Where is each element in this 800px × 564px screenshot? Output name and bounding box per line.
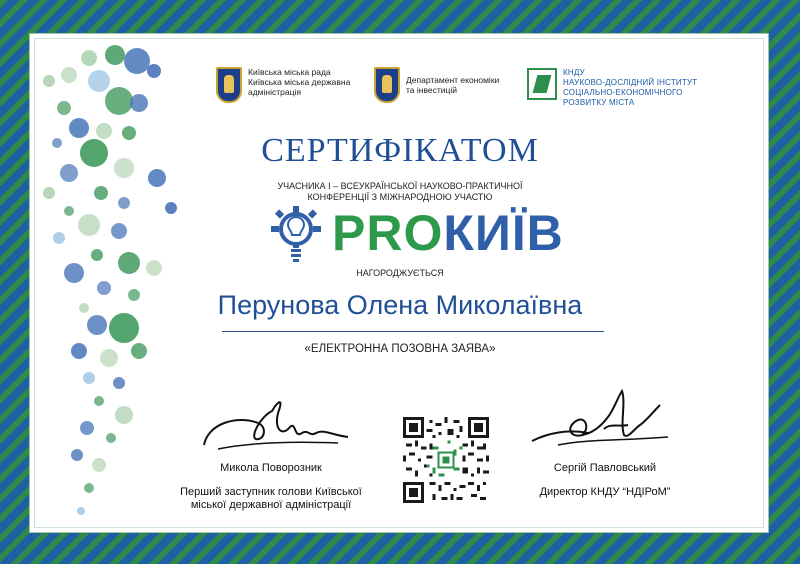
decorative-bubbles (29, 33, 189, 533)
right-signer-name: Сергій Павловський (553, 462, 657, 474)
city-council-logo (216, 67, 350, 103)
qr-code[interactable] (403, 417, 489, 503)
kndu-logo-icon (527, 68, 557, 100)
city-council-line3: адміністрація (248, 87, 301, 97)
brand-pro-text: PRO (332, 205, 444, 261)
right-signature (528, 389, 678, 461)
city-council-line2: Київська міська державна (248, 77, 351, 87)
kyiv-crest-icon (374, 67, 400, 103)
awarded-label: НАГОРОДЖУЄТЬСЯ (356, 268, 444, 278)
subtitle-line1: УЧАСНИКА І – ВСЕУКРАЇНСЬКОЇ НАУКОВО-ПРАКТИЧНОЇ (277, 181, 523, 191)
subtitle-line2: КОНФЕРЕНЦІЇ З МІЖНАРОДНОЮ УЧАСТЮ (307, 192, 493, 202)
department-line2: та інвестицій (406, 85, 458, 95)
work-title: «ЕЛЕКТРОННА ПОЗОВНА ЗАЯВА» (304, 343, 496, 355)
prokyiv-brand (268, 203, 564, 263)
kndu-line2: НАУКОВО-ДОСЛІДНИЙ ІНСТИТУТ (563, 78, 698, 87)
kndu-line1: КНДУ (563, 68, 585, 77)
left-signer-name: Микола Поворозник (220, 462, 322, 474)
department-line1: Департамент економіки (406, 75, 500, 85)
city-council-line1: Київська міська рада (248, 67, 331, 77)
left-signer-position-line1: Перший заступник голови Київської (180, 486, 362, 498)
kyiv-crest-icon (216, 67, 242, 103)
kndu-logo (527, 68, 697, 108)
lightbulb-gear-icon (268, 203, 324, 263)
recipient-name: Перунова Олена Миколаївна (217, 290, 583, 320)
kndu-line3: СОЦІАЛЬНО-ЕКОНОМІЧНОГО (563, 88, 683, 97)
left-signer-position-line2: міської державної адміністрації (190, 499, 352, 511)
kndu-line4: РОЗВИТКУ МІСТА (563, 98, 635, 107)
department-logo (374, 67, 499, 103)
right-signer-position: Директор КНДУ “НДІРоМ” (539, 486, 671, 498)
brand-kyiv-text: КИЇВ (443, 205, 564, 261)
left-signature (198, 393, 358, 461)
name-underline (222, 331, 604, 332)
certificate-title: СЕРТИФІКАТОМ (261, 132, 539, 169)
